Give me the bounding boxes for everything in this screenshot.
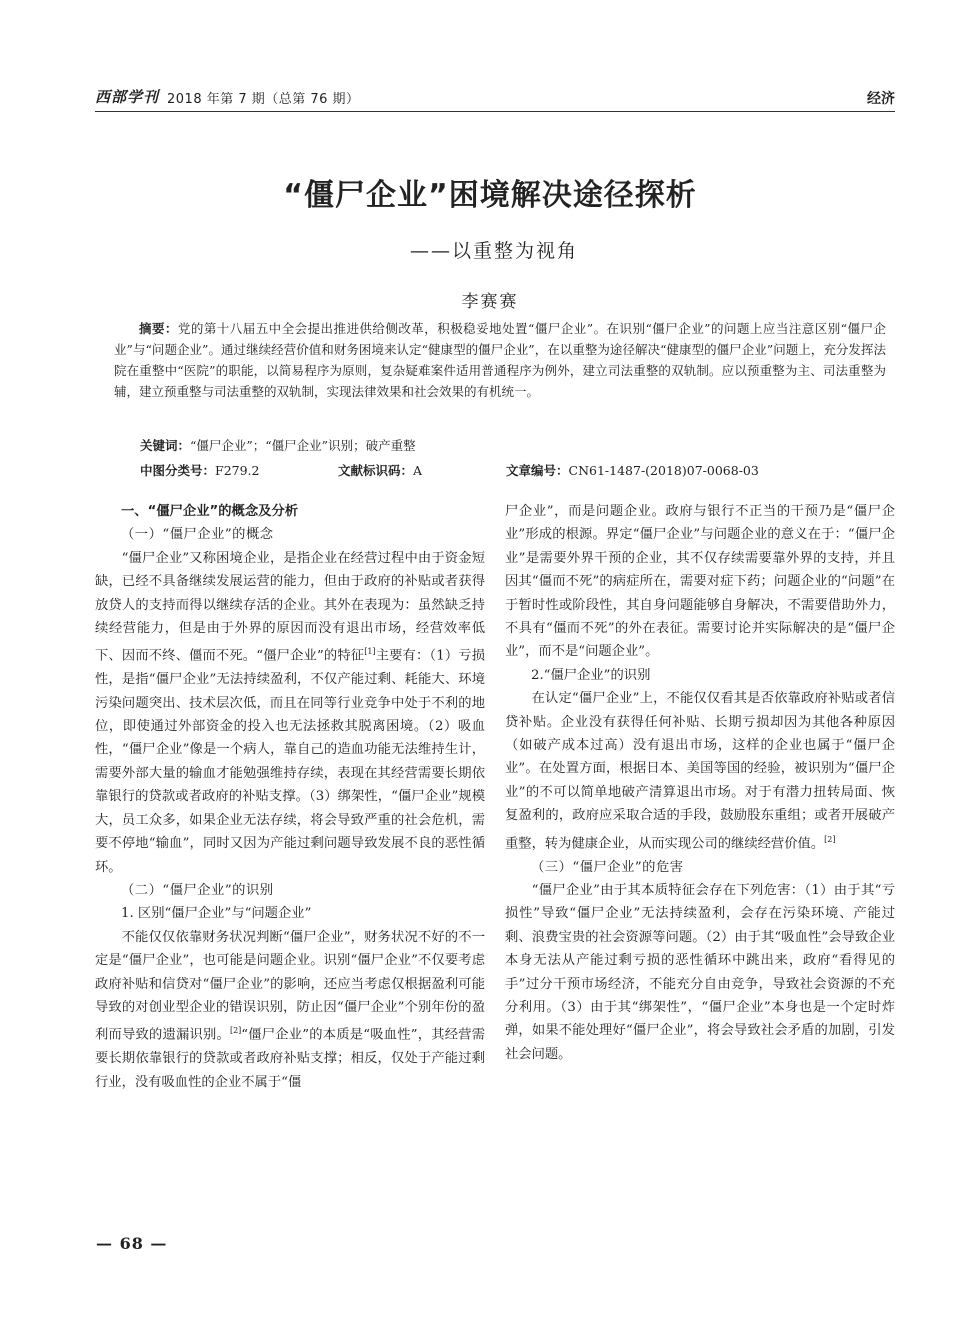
journal-name: 西部学刊 xyxy=(95,88,160,106)
paragraph xyxy=(95,547,485,879)
paragraph: 尸企业”，而是问题企业。政府与银行不正当的干预乃是“僵尸企业”形成的根源。界定“僵尸企业”与问题企业的意义在于：“僵尸企业”是需要外界干预的企业，其不仅存续需要靠外界的支持，并且因其“僵而不死”的病症所在，需要对症下药；问题企业的“问题”在于暂时性或阶段性，其自身问题能够自身解决，不需要借助外力，不具有“僵而不死”的外在表征。需要讨论并实际解决的是“僵尸企业”，而不是“问题企业”。 xyxy=(505,504,895,660)
article-subtitle: ——以重整为视角 xyxy=(410,240,579,262)
article-author: 李赛赛 xyxy=(461,292,519,312)
body-column-left xyxy=(95,500,485,1094)
clc-number xyxy=(140,461,259,479)
abstract-label: 摘要： xyxy=(139,321,178,336)
abstract xyxy=(114,318,886,402)
clc-label: 中图分类号： xyxy=(140,463,216,478)
paragraph-text: 主要有：（1）亏损性，是指“僵尸企业”无法持续盈利，不仅产能过剩、耗能大、环境污染问题突出、技术层次低，而且在同等行业竞争中处于不利的地位，即使通过外部资金的投入也无法拯救其脱离困境。（2）吸血性，“僵尸企业”像是一个病人，靠自己的造血功能无法维持生计，需要外部大量的输血才能勉强维持存续，表现在其经营需要长期依靠银行的贷款或者政府的补贴支撑。（3）绑架性，“僵尸企业”规模大，员工众多，如果企业无法存续，将会导致严重的社会危机，需要不停地“输血”，同时又因为产能过剩问题导致发展不良的恶性循环。 xyxy=(95,648,485,875)
paragraph-text: “僵尸企业”的本质是“吸血性”，其经营需要长期依靠银行的贷款或者政府补贴支撑；相反，仅处于产能过剩行业，没有吸血性的企业不属于“僵 xyxy=(95,1027,485,1090)
keywords-label: 关键词： xyxy=(140,438,191,453)
running-header xyxy=(95,84,895,114)
article-number-value: CN61-1487-(2018)07-0068-03 xyxy=(568,463,759,478)
paragraph-text: 在认定“僵尸企业”上，不能仅仅看其是否依靠政府补贴或者信贷补贴。企业没有获得任何补贴、长期亏损却因为其他各种原因（如破产成本过高）没有退出市场，这样的企业也属于“僵尸企业”。在处置方面，根据日本、美国等国的经验，被识别为“僵尸企业”的不可以简单地破产清算退出市场。对于有潜力扭转局面、恢复盈利的，政府应采取合适的手段，鼓励股东重组；或者开展破产重整，转为健康企业，从而实现公司的继续经营价值。 xyxy=(505,691,895,852)
keywords-text: “僵尸企业”；“僵尸企业”识别；破产重整 xyxy=(190,438,416,453)
document-code xyxy=(338,461,422,479)
keywords xyxy=(140,436,416,454)
doc-code-label: 文献标识码： xyxy=(338,463,414,478)
section-heading: 一、“僵尸企业”的概念及分析 xyxy=(121,504,299,519)
minor-heading: 2.“僵尸企业”的识别 xyxy=(531,667,651,683)
doc-code-value: A xyxy=(413,463,423,478)
issue-info: 2018 年第 7 期（总第 76 期） xyxy=(167,92,360,107)
subsection-heading: （二）“僵尸企业”的识别 xyxy=(121,882,274,898)
paragraph-text: “僵尸企业”又称困境企业，是指企业在经营过程中由于资金短缺，已经不具备继续发展运营的能力，但由于政府的补贴或者获得放贷人的支持而得以继续存活的企业。其外在表现为：虽然缺乏持续经营能力，但是由于外界的原因而没有退出市场，经营效率低下、因而不终、僵而不死。“僵尸企业”的特征 xyxy=(95,550,485,664)
paragraph-text: 不能仅仅依靠财务状况判断“僵尸企业”，财务状况不好的不一定是“僵尸企业”，也可能是问题企业。识别“僵尸企业”不仅要考虑政府补贴和信贷对“僵尸企业”的影响，还应当考虑仅根据盈利可能导致的对创业型企业的错误识别，防止因“僵尸企业”个别年份的盈利而导致的遗漏识别。 xyxy=(95,929,485,1043)
article-title: “僵尸企业”困境解决途径探析 xyxy=(283,178,697,213)
clc-value: F279.2 xyxy=(215,463,260,478)
subsection-heading: （一）“僵尸企业”的概念 xyxy=(121,527,274,543)
paragraph xyxy=(505,687,895,855)
header-divider xyxy=(95,111,895,112)
article-number-label: 文章编号： xyxy=(506,463,569,478)
subsection-heading: （三）“僵尸企业”的危害 xyxy=(531,859,684,875)
section-name: 经济 xyxy=(867,91,895,107)
reference-marker: [2] xyxy=(229,1026,242,1036)
paragraph xyxy=(95,926,485,1094)
abstract-text: 党的第十八届五中全会提出推进供给侧改革，积极稳妥地处置“僵尸企业”。在识别“僵尸企业”的问题上应当注意区别“僵尸企业”与“问题企业”。通过继续经营价值和财务困境来认定“健康型的僵尸企业”，在以重整为途径解决“健康型的僵尸企业”问题上，充分发挥法院在重整中“医院”的职能，以简易程序为原则，复杂疑难案件适用普通程序为例外，建立司法重整的双轨制。应以预重整为主、司法重整为辅，建立预重整与司法重整的双轨制，实现法律效果和社会效果的有机统一。 xyxy=(114,321,886,399)
page-number: — 68 — xyxy=(96,1234,168,1253)
paragraph: “僵尸企业”由于其本质特征会存在下列危害：（1）由于其“亏损性”导致“僵尸企业”无法持续盈利，会存在污染环境、产能过剩、浪费宝贵的社会资源等问题。（2）由于其“吸血性”会导致企业本身无法从产能过剩亏损的恶性循环中跳出来，政府“看得见的手”过分干预市场经济，不能充分自由竞争，导致社会资源的不充分利用。（3）由于其“绑架性”，“僵尸企业”本身也是一个定时炸弹，如果不能处理好“僵尸企业”，将会导致社会矛盾的加剧，引发社会问题。 xyxy=(505,882,895,1062)
minor-heading: 1. 区别“僵尸企业”与“问题企业” xyxy=(121,906,312,922)
reference-marker: [2] xyxy=(824,834,836,844)
body-column-right xyxy=(505,500,895,1066)
article-number xyxy=(506,461,759,479)
reference-marker: [1] xyxy=(364,647,376,657)
